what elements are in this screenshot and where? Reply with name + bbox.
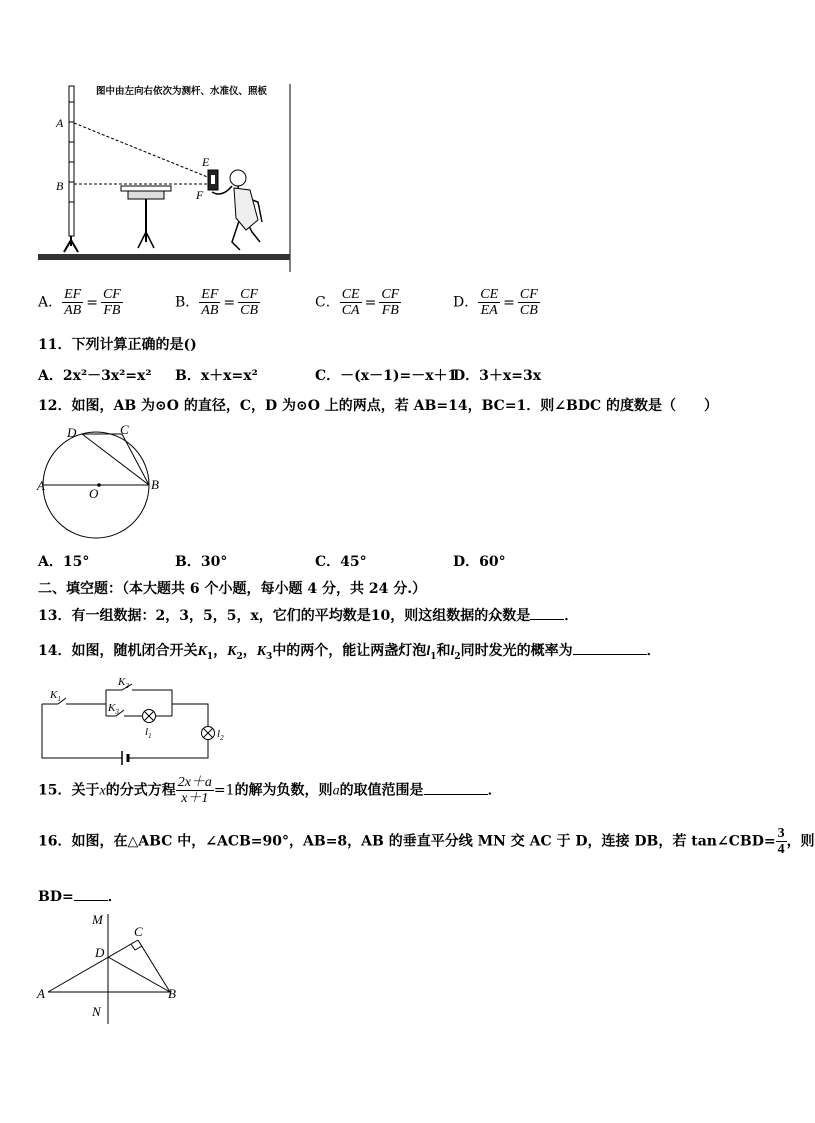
q16-label-a: A [37, 986, 45, 1001]
q12-circle-figure [34, 422, 169, 542]
q12-option-b[interactable]: B．30° [175, 554, 228, 570]
q10-option-a[interactable]: A． $\frac{EF}{AB}$ = $\frac{CF}{FB}$ [38, 287, 121, 318]
svg-text:K1: $K_1$ [50, 689, 61, 703]
q10d-frac-2: $\frac{CF}{CB}$ [519, 287, 538, 318]
svg-text:l1: $l_1$ [145, 726, 152, 740]
q16-label-d: D [95, 945, 105, 960]
q11-stem: 11．下列计算正确的是() [38, 337, 197, 353]
q11-option-c[interactable]: C．－(x－1)=－x＋1 [315, 368, 458, 384]
survey-label-a: A [56, 116, 64, 130]
section-2-heading: 二、填空题：（本大题共 6 个小题，每小题 4 分，共 24 分.） [38, 581, 427, 597]
q15-text: 15．关于x的分式方程 $\frac{2x+a}{x+1}$ =1的解为负数，则a的取值范围是 ． [38, 775, 502, 806]
circuit-label-l1: l [145, 726, 149, 738]
q12-option-d[interactable]: D．60° [453, 554, 506, 570]
svg-text:K3: $K_3$ [108, 702, 119, 716]
q11-option-d[interactable]: D．3＋x=3x [453, 368, 542, 384]
q10c-frac-1: $\frac{CE}{CA}$ [341, 287, 360, 318]
q13-text: 13．有一组数据：2，3，5，5，x，它们的平均数是10，则这组数据的众数是 ． [38, 608, 579, 624]
q13-answer-blank[interactable] [530, 619, 564, 620]
q10-option-d[interactable]: D． $\frac{CE}{EA}$ = $\frac{CF}{CB}$ [453, 287, 538, 318]
q10-option-c[interactable]: C． $\frac{CE}{CA}$ = $\frac{CF}{FB}$ [315, 287, 400, 318]
q10b-frac-1: $\frac{EF}{AB}$ [201, 287, 219, 318]
circuit-label-k1: K [50, 689, 58, 701]
circuit-label-k3: K [108, 702, 116, 714]
circuit-label-l2: l [217, 728, 221, 740]
q14-circuit-figure [36, 672, 236, 764]
survey-label-e: E [202, 155, 210, 169]
q16-text-line2: BD= ． [38, 889, 122, 905]
q16-label-c: C [134, 924, 143, 939]
circuit-label-k2: K [118, 676, 126, 688]
survey-label-f: F [196, 188, 204, 202]
svg-text:l2: $l_2$ [217, 728, 224, 742]
q15-answer-blank[interactable] [424, 794, 488, 795]
survey-label-b: B [56, 179, 64, 193]
q16-label-b: B [168, 986, 176, 1001]
survey-figure [36, 82, 296, 274]
q10b-frac-2: $\frac{CF}{CB}$ [240, 287, 259, 318]
q10-option-b[interactable]: B． $\frac{EF}{AB}$ = $\frac{CF}{CB}$ [175, 287, 259, 318]
q16-triangle-figure [34, 910, 179, 1028]
q16-text: 16．如图，在△ABC 中，∠ACB=90°，AB=8，AB 的垂直平分线 MN 交 AC 于 D，连接 DB，若 tan∠CBD= $\frac{3}{4}$ ，则 [38, 826, 815, 857]
q16-answer-blank[interactable] [74, 900, 108, 901]
q10c-frac-2: $\frac{CF}{FB}$ [381, 287, 400, 318]
q12-stem: 12．如图，AB 为⊙O 的直径，C，D 为⊙O 上的两点，若 AB=14，BC=1．则∠BDC 的度数是（ ） [38, 398, 719, 414]
survey-figure-svg [36, 82, 296, 274]
q16-label-m: M [92, 912, 103, 927]
q10a-frac-2: $\frac{CF}{FB}$ [102, 287, 121, 318]
q12-label-a: A [37, 478, 45, 493]
q10d-frac-1: $\frac{CE}{EA}$ [480, 287, 499, 318]
svg-text:K2: $K_2$ [118, 676, 129, 690]
q15-fraction: $\frac{2x+a}{x+1}$ [177, 775, 212, 806]
q16-fraction: $\frac{3}{4}$ [777, 826, 785, 857]
q10a-frac-1: $\frac{EF}{AB}$ [64, 287, 82, 318]
q14-answer-blank[interactable] [573, 654, 647, 655]
q12-label-b: B [151, 477, 159, 492]
q11-option-a[interactable]: A．2x²－3x²=x² [38, 368, 152, 384]
q16-label-n: N [92, 1004, 101, 1019]
q12-option-c[interactable]: C．45° [315, 554, 367, 570]
q12-label-d: D [67, 425, 77, 440]
q12-label-o: O [89, 486, 99, 501]
q14-text: 14．如图，随机闭合开关$K_1$，$K_2$，$K_3$中的两个，能让两盏灯泡$l_1$和$l_2$同时发光的概率为 ． [38, 643, 661, 662]
q11-option-b[interactable]: B．x＋x=x² [175, 368, 258, 384]
q12-label-c: C [120, 422, 129, 437]
survey-caption: 图中由左向右依次为测杆、水准仪、照板 [96, 86, 268, 97]
q12-option-a[interactable]: A．15° [38, 554, 90, 570]
